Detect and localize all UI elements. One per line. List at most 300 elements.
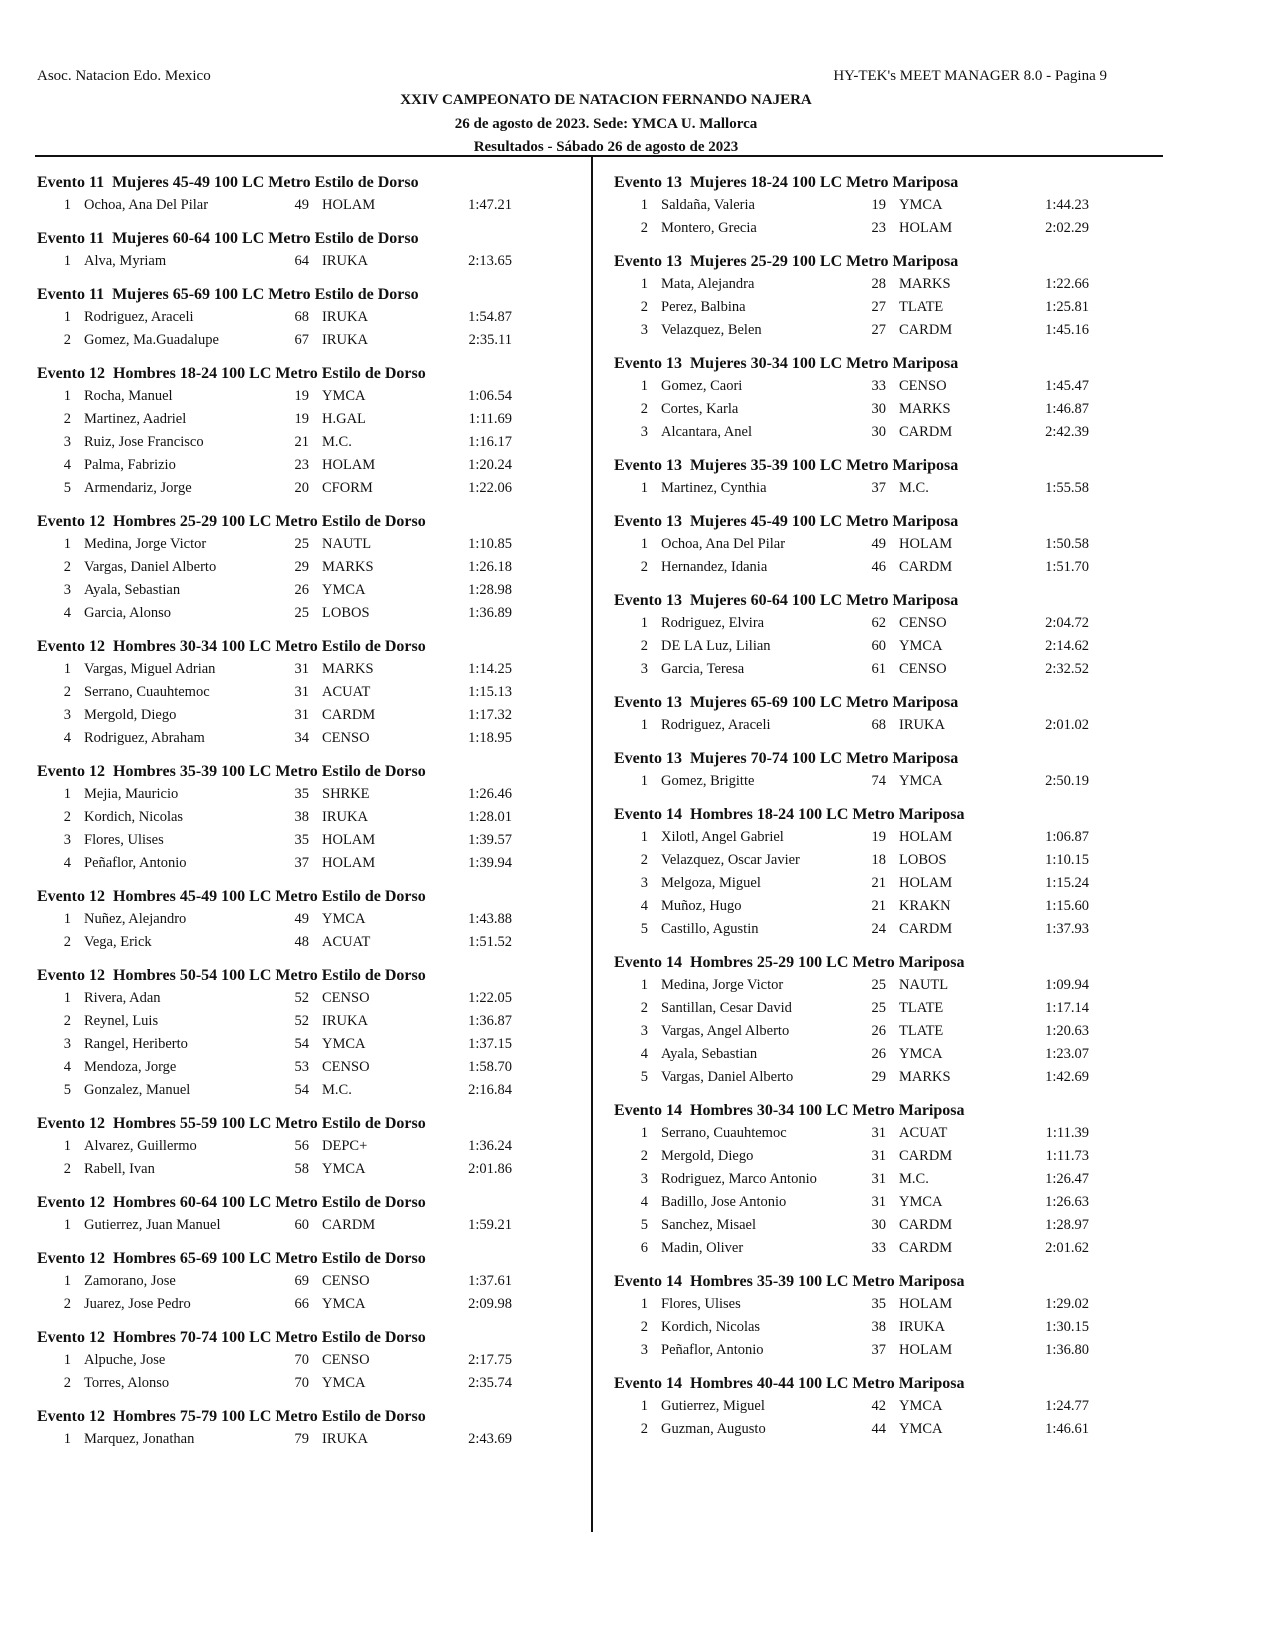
place: 1	[640, 717, 648, 733]
age: 68	[871, 717, 886, 733]
age: 61	[871, 661, 886, 677]
team: CENSO	[899, 661, 947, 677]
team: YMCA	[322, 1161, 366, 1177]
age: 28	[871, 276, 886, 292]
swimmer-name: Vargas, Miguel Adrian	[84, 661, 216, 677]
event-title: Evento 14 Hombres 30-34 100 LC Metro Mariposa	[614, 1102, 965, 1119]
place: 2	[63, 332, 71, 348]
result-row	[614, 1145, 1174, 1168]
team: HOLAM	[322, 832, 376, 848]
place: 4	[63, 457, 71, 473]
time: 1:11.69	[468, 411, 512, 427]
place: 2	[640, 638, 648, 654]
swimmer-name: Kordich, Nicolas	[661, 1319, 761, 1335]
result-row	[37, 1428, 597, 1451]
event-section	[614, 590, 1174, 681]
team: HOLAM	[899, 875, 953, 891]
swimmer-name: Mergold, Diego	[84, 707, 177, 723]
event-title: Evento 13 Mujeres 60-64 100 LC Metro Mariposa	[614, 592, 959, 609]
place: 4	[640, 1194, 648, 1210]
place: 3	[640, 424, 648, 440]
age: 31	[871, 1125, 886, 1141]
place: 2	[63, 934, 71, 950]
time: 1:36.24	[468, 1138, 512, 1154]
swimmer-name: Serrano, Cuauhtemoc	[661, 1125, 787, 1141]
swimmer-name: Velazquez, Belen	[661, 322, 762, 338]
event-section	[614, 1373, 1174, 1441]
result-row	[614, 1214, 1174, 1237]
place: 2	[63, 1375, 71, 1391]
age: 19	[294, 411, 309, 427]
age: 54	[294, 1082, 309, 1098]
age: 53	[294, 1059, 309, 1075]
time: 1:50.58	[1045, 536, 1089, 552]
place: 3	[63, 434, 71, 450]
team: YMCA	[322, 582, 366, 598]
event-section	[37, 636, 597, 750]
result-row	[614, 770, 1174, 793]
place: 2	[63, 684, 71, 700]
time: 1:17.32	[468, 707, 512, 723]
swimmer-name: Xilotl, Angel Gabriel	[661, 829, 784, 845]
event-title: Evento 13 Mujeres 30-34 100 LC Metro Mariposa	[614, 355, 959, 372]
result-row	[37, 1293, 597, 1316]
age: 30	[871, 424, 886, 440]
place: 1	[63, 911, 71, 927]
result-row	[37, 829, 597, 852]
age: 29	[871, 1069, 886, 1085]
place: 1	[640, 536, 648, 552]
place: 2	[63, 411, 71, 427]
software-page-label: HY-TEK's MEET MANAGER 8.0 - Pagina 9	[833, 68, 1107, 84]
place: 2	[640, 1000, 648, 1016]
time: 1:26.18	[468, 559, 512, 575]
team: MARKS	[899, 1069, 951, 1085]
result-row	[614, 1339, 1174, 1362]
team: HOLAM	[322, 197, 376, 213]
swimmer-name: Ayala, Sebastian	[661, 1046, 758, 1062]
age: 25	[871, 1000, 886, 1016]
event-title: Evento 12 Hombres 75-79 100 LC Metro Estilo de Dorso	[37, 1408, 426, 1425]
time: 1:22.06	[468, 480, 512, 496]
time: 2:42.39	[1045, 424, 1089, 440]
place: 1	[63, 990, 71, 1006]
age: 35	[294, 786, 309, 802]
age: 30	[871, 401, 886, 417]
result-row	[37, 852, 597, 875]
swimmer-name: Peñaflor, Antonio	[661, 1342, 764, 1358]
result-row	[614, 1168, 1174, 1191]
team: YMCA	[899, 638, 943, 654]
result-row	[37, 658, 597, 681]
team: M.C.	[899, 1171, 929, 1187]
swimmer-name: Peñaflor, Antonio	[84, 855, 187, 871]
team: CARDM	[899, 921, 953, 937]
time: 1:28.97	[1045, 1217, 1089, 1233]
time: 2:09.98	[468, 1296, 512, 1312]
age: 37	[871, 1342, 886, 1358]
place: 5	[63, 480, 71, 496]
swimmer-name: Alva, Myriam	[84, 253, 167, 269]
time: 1:22.05	[468, 990, 512, 1006]
place: 1	[63, 536, 71, 552]
result-row	[614, 375, 1174, 398]
time: 2:14.62	[1045, 638, 1089, 654]
team: YMCA	[899, 773, 943, 789]
place: 5	[640, 921, 648, 937]
place: 1	[63, 1138, 71, 1154]
age: 42	[871, 1398, 886, 1414]
organization-name: Asoc. Natacion Edo. Mexico	[37, 68, 211, 84]
time: 1:44.23	[1045, 197, 1089, 213]
time: 1:37.93	[1045, 921, 1089, 937]
place: 4	[63, 1059, 71, 1075]
age: 37	[294, 855, 309, 871]
result-row	[614, 1316, 1174, 1339]
result-row	[614, 849, 1174, 872]
time: 1:29.02	[1045, 1296, 1089, 1312]
result-row	[614, 872, 1174, 895]
time: 1:42.69	[1045, 1069, 1089, 1085]
age: 31	[871, 1148, 886, 1164]
event-title: Evento 12 Hombres 55-59 100 LC Metro Estilo de Dorso	[37, 1115, 426, 1132]
team: YMCA	[322, 1375, 366, 1391]
team: TLATE	[899, 1000, 944, 1016]
event-section	[37, 363, 597, 500]
event-section	[37, 284, 597, 352]
result-row	[614, 319, 1174, 342]
age: 18	[871, 852, 886, 868]
team: H.GAL	[322, 411, 366, 427]
place: 1	[640, 1296, 648, 1312]
result-row	[37, 533, 597, 556]
swimmer-name: Martinez, Cynthia	[661, 480, 767, 496]
time: 2:35.74	[468, 1375, 512, 1391]
age: 29	[294, 559, 309, 575]
right-column	[614, 172, 1174, 1452]
event-section	[37, 1248, 597, 1316]
swimmer-name: Badillo, Jose Antonio	[661, 1194, 787, 1210]
team: ACUAT	[322, 934, 371, 950]
age: 49	[871, 536, 886, 552]
time: 1:39.94	[468, 855, 512, 871]
swimmer-name: Alcantara, Anel	[661, 424, 752, 440]
age: 38	[871, 1319, 886, 1335]
age: 37	[871, 480, 886, 496]
team: YMCA	[899, 1421, 943, 1437]
meet-title: XXIV CAMPEONATO DE NATACION FERNANDO NAJERA	[400, 92, 812, 108]
result-row	[614, 714, 1174, 737]
age: 48	[294, 934, 309, 950]
swimmer-name: Gonzalez, Manuel	[84, 1082, 191, 1098]
swimmer-name: Rodriguez, Araceli	[661, 717, 771, 733]
event-title: Evento 12 Hombres 25-29 100 LC Metro Estilo de Dorso	[37, 513, 426, 530]
swimmer-name: Gomez, Caori	[661, 378, 743, 394]
team: ACUAT	[322, 684, 371, 700]
team: HOLAM	[899, 220, 953, 236]
result-row	[614, 1191, 1174, 1214]
event-section	[614, 952, 1174, 1089]
event-section	[37, 965, 597, 1102]
team: CARDM	[899, 1217, 953, 1233]
time: 1:16.17	[468, 434, 512, 450]
left-column	[37, 172, 597, 1462]
swimmer-name: Garcia, Teresa	[661, 661, 745, 677]
team: M.C.	[899, 480, 929, 496]
place: 2	[63, 1161, 71, 1177]
swimmer-name: Garcia, Alonso	[84, 605, 171, 621]
age: 27	[871, 322, 886, 338]
age: 74	[871, 773, 886, 789]
event-title: Evento 13 Mujeres 45-49 100 LC Metro Mariposa	[614, 513, 959, 530]
result-row	[614, 1043, 1174, 1066]
time: 1:24.77	[1045, 1398, 1089, 1414]
result-row	[614, 477, 1174, 500]
time: 1:39.57	[468, 832, 512, 848]
swimmer-name: Ruiz, Jose Francisco	[84, 434, 204, 450]
age: 31	[294, 684, 309, 700]
time: 1:36.89	[468, 605, 512, 621]
place: 2	[640, 401, 648, 417]
swimmer-name: Gomez, Brigitte	[661, 773, 755, 789]
team: YMCA	[899, 1194, 943, 1210]
time: 1:51.52	[468, 934, 512, 950]
time: 1:23.07	[1045, 1046, 1089, 1062]
event-section	[614, 1100, 1174, 1260]
age: 69	[294, 1273, 309, 1289]
team: CARDM	[899, 322, 953, 338]
place: 4	[63, 605, 71, 621]
team: M.C.	[322, 434, 352, 450]
place: 6	[640, 1240, 648, 1256]
swimmer-name: Castillo, Agustin	[661, 921, 759, 937]
age: 31	[294, 707, 309, 723]
result-row	[37, 727, 597, 750]
event-title: Evento 13 Mujeres 35-39 100 LC Metro Mariposa	[614, 457, 959, 474]
result-row	[614, 974, 1174, 997]
time: 1:11.39	[1045, 1125, 1089, 1141]
age: 21	[871, 898, 886, 914]
swimmer-name: Flores, Ulises	[661, 1296, 741, 1312]
team: YMCA	[899, 197, 943, 213]
time: 1:30.15	[1045, 1319, 1089, 1335]
age: 25	[294, 536, 309, 552]
result-row	[37, 1214, 597, 1237]
swimmer-name: Kordich, Nicolas	[84, 809, 184, 825]
team: LOBOS	[322, 605, 370, 621]
result-row	[37, 602, 597, 625]
age: 44	[871, 1421, 886, 1437]
swimmer-name: Gutierrez, Miguel	[661, 1398, 765, 1414]
event-title: Evento 13 Mujeres 25-29 100 LC Metro Mariposa	[614, 253, 959, 270]
result-row	[614, 1020, 1174, 1043]
swimmer-name: Nuñez, Alejandro	[84, 911, 187, 927]
time: 1:26.46	[468, 786, 512, 802]
result-row	[614, 918, 1174, 941]
place: 1	[63, 253, 71, 269]
team: IRUKA	[322, 309, 368, 325]
result-row	[37, 806, 597, 829]
time: 1:20.24	[468, 457, 512, 473]
event-title: Evento 14 Hombres 35-39 100 LC Metro Mariposa	[614, 1273, 965, 1290]
swimmer-name: Madin, Oliver	[661, 1240, 744, 1256]
team: CENSO	[899, 615, 947, 631]
swimmer-name: Sanchez, Misael	[661, 1217, 757, 1233]
swimmer-name: Gutierrez, Juan Manuel	[84, 1217, 221, 1233]
swimmer-name: Alvarez, Guillermo	[84, 1138, 197, 1154]
result-row	[37, 704, 597, 727]
age: 60	[871, 638, 886, 654]
time: 2:16.84	[468, 1082, 512, 1098]
time: 1:20.63	[1045, 1023, 1089, 1039]
place: 3	[640, 1171, 648, 1187]
swimmer-name: Rabell, Ivan	[84, 1161, 155, 1177]
swimmer-name: Perez, Balbina	[661, 299, 746, 315]
event-title: Evento 11 Mujeres 65-69 100 LC Metro Estilo de Dorso	[37, 286, 419, 303]
swimmer-name: Rodriguez, Marco Antonio	[661, 1171, 817, 1187]
event-section	[37, 172, 597, 217]
event-title: Evento 13 Mujeres 65-69 100 LC Metro Mariposa	[614, 694, 959, 711]
age: 70	[294, 1352, 309, 1368]
time: 2:17.75	[468, 1352, 512, 1368]
result-row	[614, 398, 1174, 421]
team: MARKS	[322, 559, 374, 575]
event-title: Evento 12 Hombres 70-74 100 LC Metro Estilo de Dorso	[37, 1329, 426, 1346]
place: 1	[63, 1352, 71, 1368]
event-title: Evento 12 Hombres 18-24 100 LC Metro Estilo de Dorso	[37, 365, 426, 382]
time: 1:10.85	[468, 536, 512, 552]
time: 2:01.86	[468, 1161, 512, 1177]
time: 1:36.87	[468, 1013, 512, 1029]
swimmer-name: Serrano, Cuauhtemoc	[84, 684, 210, 700]
event-title: Evento 12 Hombres 60-64 100 LC Metro Estilo de Dorso	[37, 1194, 426, 1211]
place: 3	[63, 1036, 71, 1052]
result-row	[37, 431, 597, 454]
age: 38	[294, 809, 309, 825]
swimmer-name: Vargas, Daniel Alberto	[84, 559, 217, 575]
place: 1	[63, 309, 71, 325]
event-section	[37, 886, 597, 954]
age: 54	[294, 1036, 309, 1052]
event-section	[614, 692, 1174, 737]
place: 2	[640, 1148, 648, 1164]
event-title: Evento 14 Hombres 25-29 100 LC Metro Mariposa	[614, 954, 965, 971]
swimmer-name: Ochoa, Ana Del Pilar	[84, 197, 209, 213]
swimmer-name: Alpuche, Jose	[84, 1352, 166, 1368]
event-section	[614, 251, 1174, 342]
age: 26	[871, 1023, 886, 1039]
team: YMCA	[899, 1046, 943, 1062]
time: 1:22.66	[1045, 276, 1089, 292]
team: KRAKN	[899, 898, 951, 914]
result-row	[37, 1372, 597, 1395]
team: CENSO	[322, 730, 370, 746]
place: 1	[640, 378, 648, 394]
age: 26	[871, 1046, 886, 1062]
age: 19	[871, 197, 886, 213]
time: 1:28.98	[468, 582, 512, 598]
place: 3	[63, 582, 71, 598]
place: 1	[63, 661, 71, 677]
result-row	[37, 579, 597, 602]
swimmer-name: Zamorano, Jose	[84, 1273, 176, 1289]
place: 1	[640, 977, 648, 993]
event-section	[37, 1113, 597, 1181]
time: 1:15.13	[468, 684, 512, 700]
event-title: Evento 12 Hombres 30-34 100 LC Metro Estilo de Dorso	[37, 638, 426, 655]
age: 70	[294, 1375, 309, 1391]
time: 1:36.80	[1045, 1342, 1089, 1358]
team: YMCA	[322, 911, 366, 927]
age: 33	[871, 1240, 886, 1256]
place: 1	[63, 1273, 71, 1289]
result-row	[37, 1158, 597, 1181]
result-row	[37, 1270, 597, 1293]
result-row	[614, 556, 1174, 579]
time: 1:37.61	[468, 1273, 512, 1289]
place: 2	[63, 1296, 71, 1312]
time: 2:01.62	[1045, 1240, 1089, 1256]
place: 4	[63, 730, 71, 746]
time: 2:50.19	[1045, 773, 1089, 789]
result-row	[37, 329, 597, 352]
age: 33	[871, 378, 886, 394]
time: 1:58.70	[468, 1059, 512, 1075]
result-row	[37, 1079, 597, 1102]
place: 1	[63, 197, 71, 213]
time: 1:26.63	[1045, 1194, 1089, 1210]
place: 3	[640, 661, 648, 677]
swimmer-name: Vargas, Angel Alberto	[661, 1023, 790, 1039]
event-title: Evento 11 Mujeres 60-64 100 LC Metro Estilo de Dorso	[37, 230, 419, 247]
swimmer-name: Rodriguez, Araceli	[84, 309, 194, 325]
time: 1:45.16	[1045, 322, 1089, 338]
team: YMCA	[899, 1398, 943, 1414]
result-row	[37, 681, 597, 704]
team: MARKS	[322, 661, 374, 677]
place: 1	[640, 1125, 648, 1141]
swimmer-name: Montero, Grecia	[661, 220, 757, 236]
team: MARKS	[899, 401, 951, 417]
team: CENSO	[322, 1059, 370, 1075]
place: 1	[640, 480, 648, 496]
time: 1:15.60	[1045, 898, 1089, 914]
swimmer-name: Palma, Fabrizio	[84, 457, 176, 473]
place: 5	[63, 1082, 71, 1098]
time: 1:11.73	[1045, 1148, 1089, 1164]
team: IRUKA	[899, 1319, 945, 1335]
event-title: Evento 12 Hombres 35-39 100 LC Metro Estilo de Dorso	[37, 763, 426, 780]
age: 25	[871, 977, 886, 993]
swimmer-name: Vega, Erick	[84, 934, 152, 950]
place: 4	[63, 855, 71, 871]
time: 1:10.15	[1045, 852, 1089, 868]
swimmer-name: Medina, Jorge Victor	[661, 977, 784, 993]
time: 1:26.47	[1045, 1171, 1089, 1187]
time: 2:32.52	[1045, 661, 1089, 677]
time: 1:18.95	[468, 730, 512, 746]
result-row	[37, 306, 597, 329]
result-row	[614, 1395, 1174, 1418]
swimmer-name: Reynel, Luis	[84, 1013, 159, 1029]
event-section	[614, 511, 1174, 579]
result-row	[614, 1237, 1174, 1260]
team: CARDM	[322, 1217, 376, 1233]
swimmer-name: Rangel, Heriberto	[84, 1036, 188, 1052]
time: 1:09.94	[1045, 977, 1089, 993]
swimmer-name: Melgoza, Miguel	[661, 875, 761, 891]
age: 31	[294, 661, 309, 677]
